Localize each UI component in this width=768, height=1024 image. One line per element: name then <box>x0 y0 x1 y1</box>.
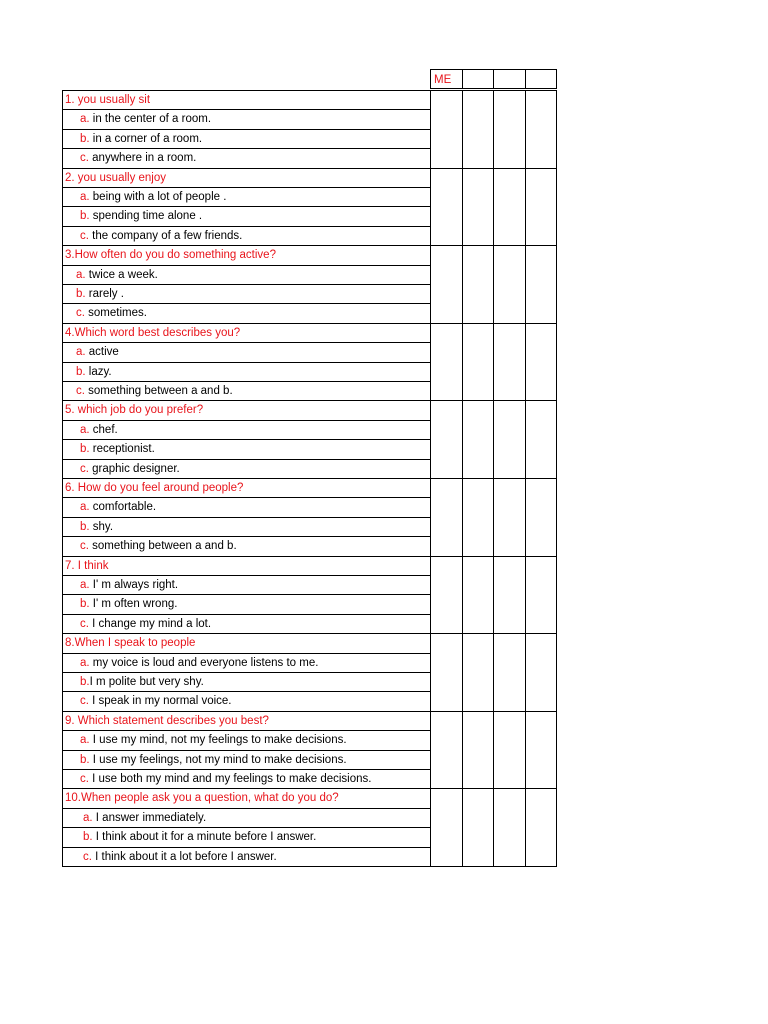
option-text: I' m always right. <box>89 579 179 591</box>
me-answer-cell[interactable] <box>430 711 463 789</box>
answer-cell[interactable] <box>525 323 557 401</box>
option-letter: b. <box>80 520 90 533</box>
answer-cell[interactable] <box>462 633 495 711</box>
answer-option-row <box>62 808 430 827</box>
answer-option-row <box>62 575 430 594</box>
question-heading: 9. Which statement describes you best? <box>62 711 430 730</box>
answer-cell[interactable] <box>493 788 526 866</box>
option-text: the company of a few friends. <box>88 229 243 242</box>
table-bottom-border <box>62 866 557 867</box>
me-column-header <box>430 69 463 89</box>
question-heading: 1. you usually sit <box>62 90 430 109</box>
option-letter: c. <box>80 773 89 785</box>
option-text: graphic designer. <box>88 462 180 475</box>
answer-option-row <box>62 439 430 458</box>
option-text: I use both my mind and my feelings to make decisions. <box>88 773 372 785</box>
option-text: I change my mind a lot. <box>88 617 212 630</box>
option-letter: b. <box>80 210 90 223</box>
option-text: I use my mind, not my feelings to make decisions. <box>89 734 347 747</box>
option-text: being with a lot of people . <box>89 191 227 203</box>
answer-option-row <box>62 187 430 206</box>
answer-option-row <box>62 362 430 381</box>
answer-cell[interactable] <box>462 711 495 789</box>
option-text: in the center of a room. <box>89 113 212 126</box>
option-letter: b. <box>76 288 86 300</box>
answer-option-row <box>62 226 430 245</box>
answer-cell[interactable] <box>525 168 557 246</box>
option-letter: c. <box>80 152 89 165</box>
option-letter: b. <box>80 753 90 766</box>
option-letter: c. <box>76 385 85 397</box>
option-text: rarely . <box>85 288 124 300</box>
option-text: I think about it for a minute before I answer. <box>92 831 317 844</box>
option-text: I think about it a lot before I answer. <box>91 850 277 863</box>
option-letter: b. <box>83 831 93 844</box>
answer-cell[interactable] <box>525 400 557 478</box>
answer-cell[interactable] <box>462 168 495 246</box>
answer-option-row <box>62 497 430 516</box>
answer-cell[interactable] <box>525 556 557 634</box>
answer-option-row <box>62 827 430 846</box>
question-heading: 10.When people ask you a question, what do you do? <box>62 788 430 807</box>
answer-cell[interactable] <box>493 90 526 168</box>
option-text: I answer immediately. <box>92 811 207 824</box>
option-letter: b. <box>80 598 90 611</box>
option-text: my voice is loud and everyone listens to me. <box>89 656 319 669</box>
option-letter: c. <box>80 695 89 708</box>
me-header-label: ME <box>434 74 452 86</box>
option-letter: a. <box>80 734 90 747</box>
answer-option-row <box>62 381 430 400</box>
option-text: sometimes. <box>84 307 147 320</box>
option-text: I m polite but very shy. <box>89 676 204 688</box>
option-letter: b. <box>76 365 86 378</box>
answer-option-row <box>62 303 430 322</box>
option-letter: c. <box>80 540 89 553</box>
me-answer-cell[interactable] <box>430 323 463 401</box>
answer-cell[interactable] <box>462 323 495 401</box>
question-heading: 4.Which word best describes you? <box>62 323 430 342</box>
me-answer-cell[interactable] <box>430 90 463 168</box>
answer-option-row <box>62 517 430 536</box>
answer-cell[interactable] <box>525 711 557 789</box>
option-letter: a. <box>80 423 90 436</box>
question-heading: 5. which job do you prefer? <box>62 400 430 419</box>
option-text: receptionist. <box>89 443 155 456</box>
answer-option-row <box>62 420 430 439</box>
answer-cell[interactable] <box>462 90 495 168</box>
answer-option-row <box>62 594 430 613</box>
me-answer-cell[interactable] <box>430 633 463 711</box>
option-letter: a. <box>80 579 90 591</box>
answer-option-row <box>62 206 430 225</box>
me-answer-cell[interactable] <box>430 245 463 323</box>
answer-option-row <box>62 148 430 167</box>
option-letter: a. <box>80 656 90 669</box>
option-text: active <box>85 346 119 359</box>
me-answer-cell[interactable] <box>430 788 463 866</box>
option-letter: c. <box>80 462 89 475</box>
answer-cell[interactable] <box>462 400 495 478</box>
option-letter: b. <box>80 676 90 688</box>
option-letter: c. <box>80 229 89 242</box>
answer-cell[interactable] <box>525 245 557 323</box>
me-answer-cell[interactable] <box>430 168 463 246</box>
blank-column-header <box>525 69 557 89</box>
answer-cell[interactable] <box>493 556 526 634</box>
answer-cell[interactable] <box>525 478 557 556</box>
answer-cell[interactable] <box>525 788 557 866</box>
answer-cell[interactable] <box>493 633 526 711</box>
question-heading: 8.When I speak to people <box>62 633 430 652</box>
answer-cell[interactable] <box>462 556 495 634</box>
answer-cell[interactable] <box>493 400 526 478</box>
blank-column-header <box>462 69 495 89</box>
answer-cell[interactable] <box>493 323 526 401</box>
option-letter: b. <box>80 132 90 145</box>
option-text: shy. <box>89 520 114 533</box>
answer-cell[interactable] <box>493 168 526 246</box>
answer-option-row <box>62 459 430 478</box>
answer-option-row <box>62 109 430 128</box>
option-text: chef. <box>89 423 118 436</box>
answer-cell[interactable] <box>493 478 526 556</box>
option-text: I' m often wrong. <box>89 598 178 611</box>
option-letter: a. <box>80 191 90 203</box>
answer-option-row <box>62 265 430 284</box>
answer-option-row <box>62 536 430 555</box>
answer-option-row <box>62 342 430 361</box>
answer-option-row <box>62 750 430 769</box>
answer-option-row <box>62 691 430 710</box>
option-letter: a. <box>76 346 86 359</box>
answer-option-row <box>62 672 430 691</box>
option-letter: c. <box>76 307 85 320</box>
answer-option-row <box>62 129 430 148</box>
answer-option-row <box>62 653 430 672</box>
option-text: something between a and b. <box>84 385 233 397</box>
blank-column-header <box>493 69 526 89</box>
option-text: anywhere in a room. <box>88 152 197 165</box>
option-letter: a. <box>76 268 86 281</box>
me-answer-cell[interactable] <box>430 400 463 478</box>
question-heading: 2. you usually enjoy <box>62 168 430 187</box>
option-letter: c. <box>80 617 89 630</box>
option-letter: b. <box>80 443 90 456</box>
option-text: spending time alone . <box>89 210 203 223</box>
answer-cell[interactable] <box>493 245 526 323</box>
answer-cell[interactable] <box>462 478 495 556</box>
option-text: lazy. <box>85 365 112 378</box>
answer-option-row <box>62 847 430 866</box>
option-text: I use my feelings, not my mind to make decisions. <box>89 753 347 766</box>
answer-cell[interactable] <box>462 788 495 866</box>
answer-cell[interactable] <box>462 245 495 323</box>
option-letter: c. <box>83 850 92 863</box>
option-text: comfortable. <box>89 501 157 514</box>
me-answer-cell[interactable] <box>430 556 463 634</box>
question-heading: 6. How do you feel around people? <box>62 478 430 497</box>
answer-option-row <box>62 284 430 303</box>
answer-cell[interactable] <box>525 633 557 711</box>
option-text: something between a and b. <box>88 540 237 553</box>
option-letter: a. <box>80 501 90 514</box>
option-text: I speak in my normal voice. <box>88 695 232 708</box>
question-heading: 3.How often do you do something active? <box>62 245 430 264</box>
answer-cell[interactable] <box>493 711 526 789</box>
answer-option-row <box>62 769 430 788</box>
option-letter: a. <box>83 811 93 824</box>
option-text: in a corner of a room. <box>89 132 203 145</box>
option-letter: a. <box>80 113 90 126</box>
me-answer-cell[interactable] <box>430 478 463 556</box>
answer-option-row <box>62 730 430 749</box>
option-text: twice a week. <box>85 268 158 281</box>
question-heading: 7. I think <box>62 556 430 575</box>
answer-option-row <box>62 614 430 633</box>
answer-cell[interactable] <box>525 90 557 168</box>
